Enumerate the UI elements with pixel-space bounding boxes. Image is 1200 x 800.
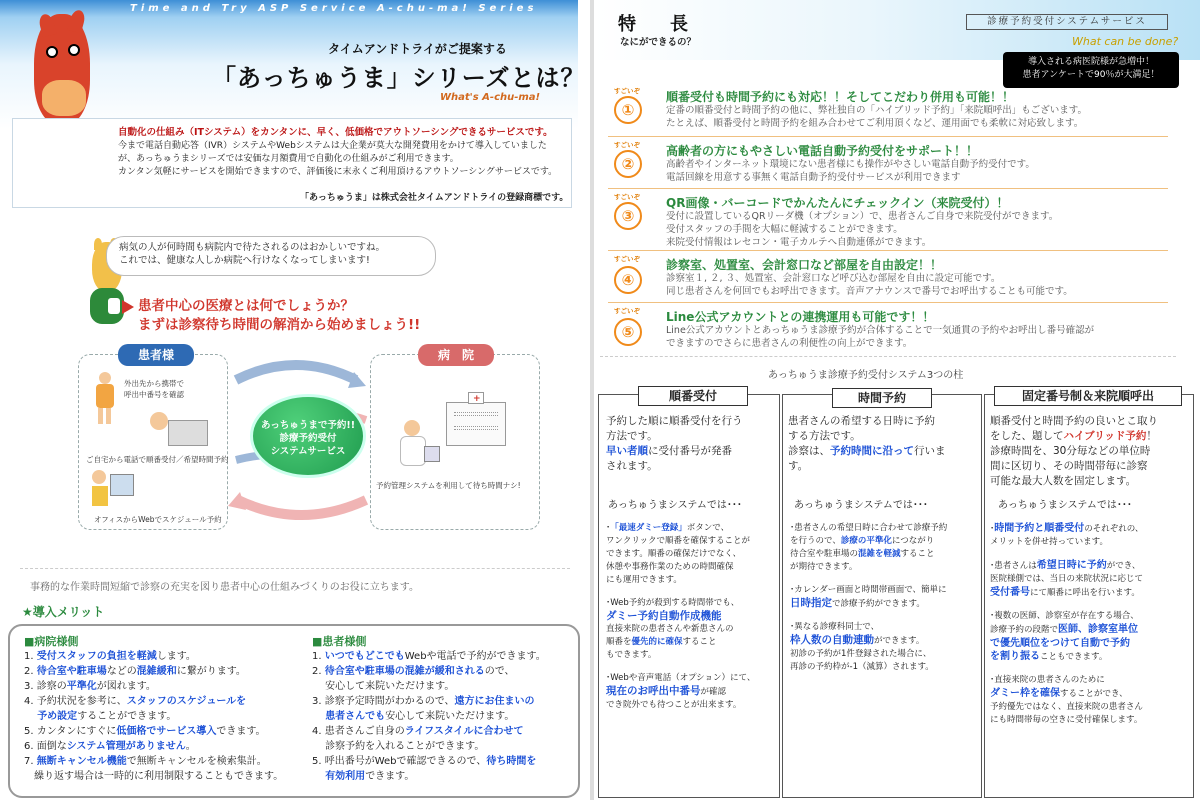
pillar-3-tab: 固定番号制＆来院順呼出 — [994, 386, 1182, 406]
feature-4 — [608, 254, 1178, 300]
feature-divider — [608, 188, 1168, 189]
pillar-2-tab: 時間予約 — [832, 388, 932, 408]
hospital-merits-heading: ■病院様側 — [24, 635, 79, 648]
hospital-building-icon: + — [436, 392, 516, 448]
merit-item: 3. 診察の平準化が図れます。 — [24, 681, 156, 692]
pillar-1-notes: ･「最速ダミー登録」ボタンで、 ワンクリックで順番を確保することが できます。順番の確保だけでなく、 休憩や事務作業のための時間確保 にも運用できます。 ･Web予約が殺到する時間帯でも、 ダミー予約自動作成機能 直接来院の患者さんや新患さんの 順番を優先的に確保すること もできます。 ･Webや音声電話（オプション）にて、 現在のお呼出中番号が確認 でき院外でも待つことが出来ます。 — [606, 522, 778, 712]
merit-item: 4. 予約状況を参考に、スタッフのスケジュールを — [24, 696, 247, 707]
service-circle — [250, 394, 366, 478]
hospital-merits — [24, 634, 306, 784]
feature-divider — [608, 136, 1168, 137]
merit-item: 診察予約を入れることができます。 — [312, 741, 485, 752]
feature-desc: 高齢者やインターネット環境にない患者様にも操作がやさしい電話自動予約受付です。 電話回線を用意する事無く電話自動予約受付サービスが利用できます — [666, 159, 1035, 183]
feature-number: ① — [614, 96, 642, 124]
pillar-3-system: あっちゅうまシステムでは･･･ — [998, 500, 1132, 511]
merit-item: 6. 面倒なシステム管理がありません。 — [24, 741, 196, 752]
circle-line: システムサービス — [270, 446, 346, 457]
speech-line: 病気の人が何時間も病院内で待たされるのはおかしいですね。 — [119, 242, 386, 253]
pillar-2-system: あっちゅうまシステムでは･･･ — [794, 500, 928, 511]
arrow-top-right — [236, 365, 356, 380]
feature-number: ③ — [614, 202, 642, 230]
intro-line: 今まで電話自動応答（IVR）システムやWebシステムは大企業が莫大な開発費用をかけて導入していました — [118, 141, 547, 151]
caption-office: オフィスからWebでスケジュール予約 — [94, 515, 222, 524]
survey-badge — [1003, 52, 1179, 88]
caption-hospital: 予約管理システムを利用して待ち時間ナシ! — [376, 481, 521, 490]
feature-title: 順番受付も時間予約にも対応！！そしてこだわり併用も可能！！ — [666, 90, 1015, 104]
feature-2 — [608, 140, 1178, 186]
feature-desc: 受付に設置しているQRリーダ機（オプション）で、患者さんご自身で来院受付ができます。 受付スタッフの手間を大幅に軽減することができます。 来院受付情報はレセコン・電子カルテへ自動連係ができます。 — [666, 211, 1059, 248]
feature-1 — [608, 86, 1178, 136]
speech-line: これでは、健康な人しか病院へ行けなくなってしまいます! — [119, 255, 370, 266]
feature-label: すごいぞ — [614, 255, 640, 263]
badge-line: 導入される病医院様が急増中！ — [1027, 57, 1154, 67]
woman-phone-icon — [92, 372, 118, 426]
divider — [600, 356, 1176, 357]
header-lead-text: タイムアンドトライがご提案する — [328, 42, 507, 56]
patient-tab: 患者様 — [118, 344, 194, 366]
feature-title: 診察室、処置室、会計窓口など部屋を自由設定！！ — [666, 258, 943, 272]
trademark-note: 「あっちゅうま」は株式会社タイムアンドトライの登録商標です。 — [300, 193, 569, 203]
merit-heading: ★導入メリット — [22, 605, 105, 619]
caption-home: ご自宅から電話で順番受付／希望時間予約 — [86, 455, 229, 464]
merit-item: 5. カンタンにすぐに低価格でサービス導入できます。 — [24, 726, 266, 737]
whats-subtitle: What's A-chu-ma! — [440, 92, 541, 103]
badge-line: 患者アンケートで90％が大満足！ — [1022, 70, 1160, 80]
feature-divider — [608, 250, 1168, 251]
pillar-3-notes: ･時間予約と順番受付のそれぞれの、 メリットを併せ持っています。 ･患者さんは希望日時に予約ができ、 医院様側では、当日の来院状況に応じて 受付番号にて順番に呼出を行います。 ･複数の医師、診察室が存在する場合、 診療予約の段階で医師、診察室単位 で優先順位をつけて自動で予約 を割り振ることもできます。 ･直接来院の患者さんのために ダミー枠を確保することができ、 予約優先ではなく、直接来院の患者さん にも時間帯毎の空きに受付確保します。 — [990, 523, 1144, 725]
intro-heading: 自動化の仕組み（ITシステム）をカンタンに、早く、低価格でアウトソーシングできるサービスです。 — [118, 127, 553, 138]
caption-mobile — [124, 378, 184, 400]
merit-item: 5. 呼出番号がWebで確認できるので、待ち時間を — [312, 756, 537, 767]
merit-item: 4. 患者さんご自身のライフスタイルに合わせて — [312, 726, 524, 737]
intro-line: カンタン気軽にサービスを開始できますので、評価後に末永くご利用頂けるアウトソーシングサービスです。 — [118, 167, 558, 177]
home-phone-icon — [150, 412, 210, 448]
pillar-1-system: あっちゅうまシステムでは･･･ — [608, 500, 742, 511]
features-subtitle: なにができるの？ — [620, 37, 697, 48]
merit-item: 1. いつでもどこでもWebや電話で予約ができます。 — [312, 651, 546, 662]
merit-item: 繰り返す場合は一時的に利用制限することもできます。 — [24, 771, 284, 782]
feature-divider — [608, 302, 1168, 303]
feature-label: すごいぞ — [614, 141, 640, 149]
page-title: 「あっちゅうま」シリーズとは？ — [212, 64, 586, 92]
circle-line: 診療予約受付 — [279, 433, 337, 444]
feature-desc: Line公式アカウントとあっちゅうま診療予約が合体することで一気通貫の予約やお呼出し番号確認が できますのでさらに患者さんの利便性の向上ができます。 — [666, 325, 1095, 349]
question-1: 患者中心の医療とは何でしょうか？ — [138, 298, 354, 314]
merit-item: 患者さんでも安心して来院いただけます。 — [325, 711, 515, 722]
hospital-tab: 病 院 — [418, 344, 494, 366]
feature-3 — [608, 192, 1178, 248]
caption-line: 外出先から携帯で — [124, 379, 184, 388]
feature-desc: 定番の順番受付と時間予約の他に、弊社独自の「ハイブリッド予約」「来院順呼出」もございます。 たとえば、順番受付と時間予約を組み合わせてご利用頂くなど、運用面でも柔軟に対応致します。 — [666, 105, 1087, 129]
pillar-3-body: 順番受付と時間予約の良いとこ取り をした、題してハイブリッド予約！ 診療時間を、30分毎などの単位時 間に区切り、その時間帯毎に診察 可能な最大人数を固定します。 — [990, 415, 1158, 487]
question-2: まずは診察待ち時間の解消から始めましょう!! — [138, 317, 421, 333]
feature-5 — [608, 306, 1178, 352]
feature-number: ② — [614, 150, 642, 178]
intro-body — [118, 140, 558, 179]
feature-number: ⑤ — [614, 318, 642, 346]
system-label: 診療予約受付システムサービス — [966, 14, 1168, 30]
merit-item: 有効利用できます。 — [325, 771, 415, 782]
feature-number: ④ — [614, 266, 642, 294]
mission-text: 事務的な作業時間短縮で診察の充実を図り患者中心の仕組みづくりのお役に立ちます。 — [30, 582, 419, 593]
nurse-pc-icon — [390, 420, 440, 472]
caption-line: 呼出中番号を確認 — [124, 390, 184, 399]
features-title: 特 長 — [618, 14, 696, 35]
merit-item: 安心して来院いただけます。 — [312, 681, 455, 692]
feature-label: すごいぞ — [614, 87, 640, 95]
feature-label: すごいぞ — [614, 307, 640, 315]
what-subtitle: What can be done? — [1072, 35, 1179, 48]
merit-item: 3. 診察予定時間がわかるので、遠方にお住まいの — [312, 696, 535, 707]
merit-item: 1. 受付スタッフの負担を軽減します。 — [24, 651, 196, 662]
patient-merits — [312, 634, 574, 784]
pillars-heading: あっちゅうま診療予約受付システム3つの柱 — [768, 370, 964, 381]
pillar-2-body: 患者さんの希望する日時に予約 する方法です。 診察は、予約時間に沿って行いま す。 — [788, 415, 946, 472]
feature-title: Line公式アカウントとの連携運用も可能です！！ — [666, 310, 935, 324]
note: ･「最速ダミー登録」ボタンで、 — [606, 523, 730, 533]
patient-merits-heading: ■患者様側 — [312, 635, 367, 648]
intro-line: が、あっちゅうまシリーズでは安価な月額費用で自動化の仕組みがご利用できます。 — [118, 154, 459, 164]
arrow-bottom-left — [238, 500, 366, 515]
feature-title: 高齢者の方にもやさしい電話自動予約受付をサポート！！ — [666, 144, 979, 158]
feature-desc: 診察室１, ２, ３、処置室、会計窓口など呼び込む部屋を自由に設定可能です。 同じ患者さんを何回でもお呼出できます。音声アナウンスで番号でお呼出することも可能です。 — [666, 273, 1073, 297]
merit-item: 2. 待合室や駐車場の混雑が緩和されるので、 — [312, 666, 515, 677]
pillar-1-body: 予約した順に順番受付を行う 方法です。 早い者順に受付番号が発番 されます。 — [606, 415, 743, 472]
arrow-icon — [122, 300, 134, 314]
circle-line: あっちゅうまで予約!! — [260, 420, 356, 431]
series-banner-text: Time and Try ASP Service A-chu-ma! Series — [130, 3, 538, 14]
office-pc-icon — [92, 470, 136, 508]
pillar-2-notes: ･患者さんの希望日時に合わせて診療予約 を行うので、診療の平準化につながり 待合室や駐車場の混雑を軽減すること が期待できます。 ･カレンダー画面と時間帯画面で、簡単に 日時指定で診療予約ができます。 ･異なる診療科同士で、 枠人数の自動連動ができます。 初診の予約が1件登録された場合に、 再診の予約枠が-1（減算）されます。 — [790, 523, 948, 672]
feature-label: すごいぞ — [614, 193, 640, 201]
merit-item: 2. 待合室や駐車場などの混雑緩和に繋がります。 — [24, 666, 246, 677]
divider — [20, 568, 570, 569]
feature-title: QR画像・バーコードでかんたんにチェックイン（来院受付）！ — [666, 196, 1009, 210]
speech-bubble — [106, 236, 436, 276]
merit-item: 予め設定することができます。 — [37, 711, 177, 722]
merit-item: 7. 無断キャンセル機能で無断キャンセルを検索集計。 — [24, 756, 267, 767]
pillar-1-tab: 順番受付 — [638, 386, 748, 406]
